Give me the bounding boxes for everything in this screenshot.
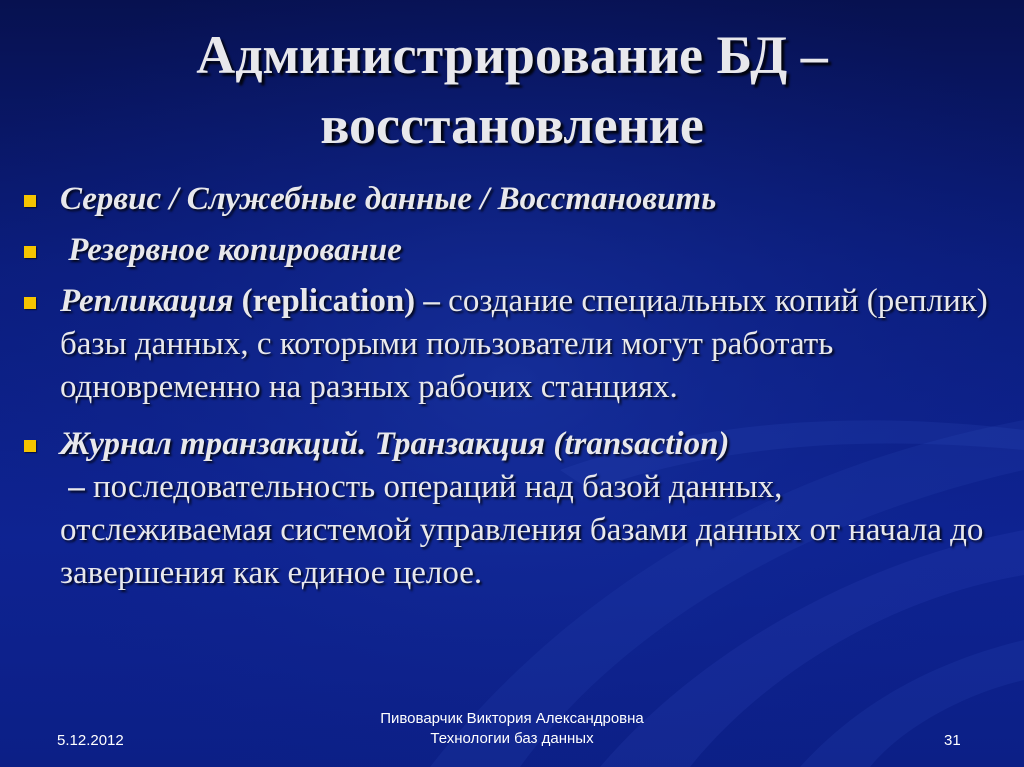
bullet-item-transaction-log [22,423,1002,595]
bullet-term-english: replication [252,283,405,319]
bullet-item-backup [22,229,1002,272]
square-bullet-icon [24,246,36,258]
slide-title-line-2: восстановление [320,95,704,155]
bullet-list [22,178,1002,605]
slide-title [0,20,1024,160]
footer-course: Технологии баз данных [430,730,594,747]
square-bullet-icon [24,297,36,309]
bullet-text: Резервное копирование [60,232,402,268]
square-bullet-icon [24,440,36,452]
bullet-definition: последовательность операций над базой данных, отслеживаемая системой управления базами данных от начала до завершения как единое целое. [60,469,984,591]
bullet-definition: создание специальных копий (реплик) базы данных, с которыми пользователи могут работать одновременно на разных рабочих станциях. [60,283,988,405]
bullet-dash: – [60,469,93,505]
bullet-term: Репликация [60,283,234,319]
footer-date: 5.12.2012 [57,732,124,749]
bullet-item-service [22,178,1002,221]
footer-page-number: 31 [944,732,961,749]
bullet-term-paren-open: ( [233,283,253,319]
bullet-text: Сервис / Служебные данные / Восстановить [60,181,717,217]
bullet-term: Журнал транзакций. Транзакция (transaction) [60,426,730,462]
footer-author: Пивоварчик Виктория Александровна [380,710,644,727]
bullet-term-paren-close: ) [404,283,416,319]
square-bullet-icon [24,195,36,207]
bullet-item-replication [22,280,1002,409]
bullet-dash: – [415,283,449,319]
slide-title-line-1: Администрирование БД – [196,25,828,85]
footer-center [312,709,712,749]
